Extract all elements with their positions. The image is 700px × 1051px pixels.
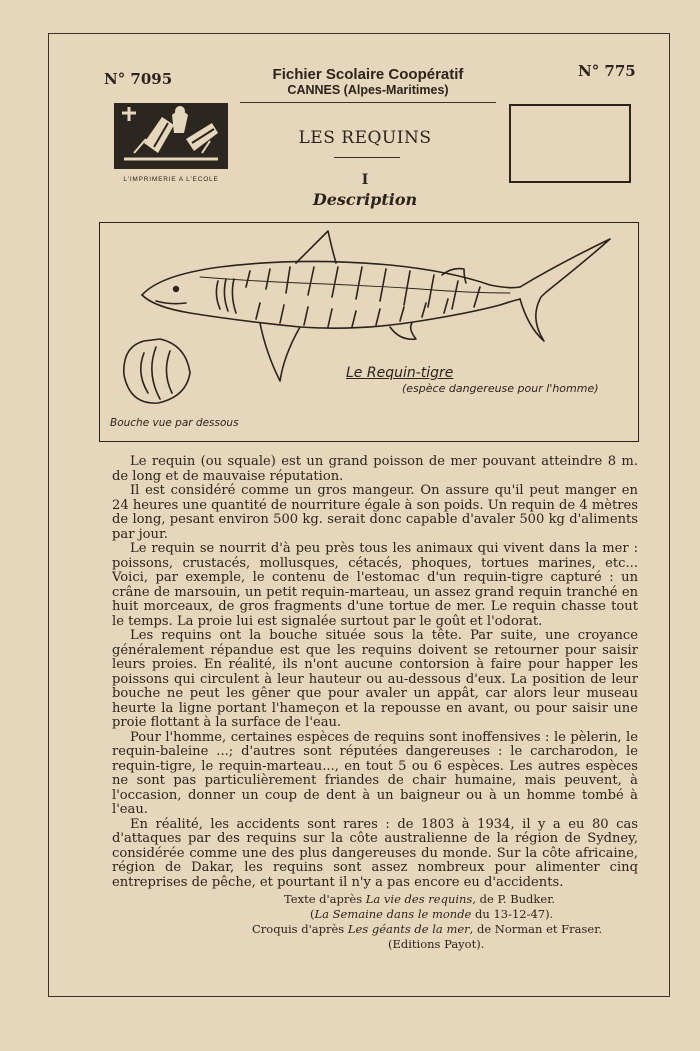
card-number-right: N° 775 [578, 62, 636, 80]
credits [230, 892, 650, 952]
page-title: LES REQUINS [298, 128, 432, 148]
figure-caption-title: Le Requin-tigre [346, 365, 454, 381]
figure-caption-subtitle: (espèce dangereuse pour l'homme) [402, 382, 599, 395]
card-number-left: N° 7095 [104, 70, 173, 88]
paragraph: Le requin (ou squale) est un grand poisson de mer pouvant atteindre 8 m. de long et de mauvaise réputation. [112, 454, 638, 484]
credit-line-publisher: (Editions Payot). [388, 937, 485, 951]
stamp-box [509, 104, 631, 183]
header-divider [240, 102, 496, 103]
paragraph: Il est considéré comme un gros mangeur. On assure qu'il peut manger en 24 heures une quantité de nourriture égale à son poids. Un requin de 4 mètres de long, pesant environ 500 kg. serait donc capable d'avaler 500 kg d'aliments par jour. [112, 483, 638, 542]
publisher-name: Fichier Scolaire Coopératif [272, 66, 464, 83]
body-text [112, 455, 638, 890]
shark-illustration [99, 222, 639, 442]
tiger-shark-icon [100, 223, 638, 441]
paragraph: En réalité, les accidents sont rares : de 1803 à 1934, il y a eu 80 cas d'attaques par des requins sur la côte australienne de la région de Sydney, considérée comme une des plus dangereuses du monde. Sur la côte africaine, région de Dakar, les requins sont assez nombreux pour alimenter cinq entreprises de pêche, et pourtant il n'y a pas encore eu d'accidents. [112, 816, 638, 890]
title-underline [334, 157, 400, 158]
printing-press-logo [114, 103, 228, 169]
printing-press-icon [114, 103, 228, 169]
figure-caption-mouth: Bouche vue par dessous [110, 417, 239, 429]
paragraph: Les requins ont la bouche située sous la tête. Par suite, une croyance généralement répandue est que les requins doivent se retourner pour saisir leurs proies. En réalité, ils n'ont aucune contorsion à faire pour happer les poissons qui circulent à leur hauteur ou au-dessous d'eux. La position de leur bouche ne peut les gêner que pour avaler un appât, car alors leur museau heurte la ligne portant l'hameçon et la repousse en avant, ou pour saisir une proie flottant à la surface de l'eau. [112, 628, 638, 730]
credit-line-sketch: Croquis d'après Les géants de la mer, de Norman et Fraser. [252, 922, 603, 936]
section-number: I [361, 172, 369, 188]
credit-line-source: (La Semaine dans le monde du 13-12-47). [310, 907, 554, 921]
paragraph: Le requin se nourrit d'à peu près tous les animaux qui vivent dans la mer : poissons, crustacés, mollusques, cétacés, phoques, tortues marines, etc... Voici, par exemple, le contenu de l'estomac d'un requin-tigre capturé : un crâne de marsouin, un petit requin-marteau, un assez grand requin tranché en huit morceaux, de gros fragments d'une tortue de mer. Le requin chasse tout le temps. La proie lui est signalée surtout par le goût et l'odorat. [112, 541, 638, 629]
logo-caption: L'IMPRIMERIE A L'ECOLE [123, 176, 219, 183]
section-title: Description [312, 190, 418, 209]
credit-line-text: Texte d'après La vie des requins, de P. Budker. [284, 892, 556, 906]
paragraph: Pour l'homme, certaines espèces de requins sont inoffensives : le pèlerin, le requin-baleine ...; d'autres sont réputées dangereuses : le carcharodon, le requin-tigre, le requin-marteau..., en tout 5 ou 6 espèces. Les autres espèces ne sont pas particulièrement friandes de chair humaine, mais peuvent, à l'occasion, donner un coup de dent à un baigneur ou à un homme tombé à l'eau. [112, 729, 638, 817]
publisher-city: CANNES (Alpes-Maritimes) [287, 83, 449, 97]
